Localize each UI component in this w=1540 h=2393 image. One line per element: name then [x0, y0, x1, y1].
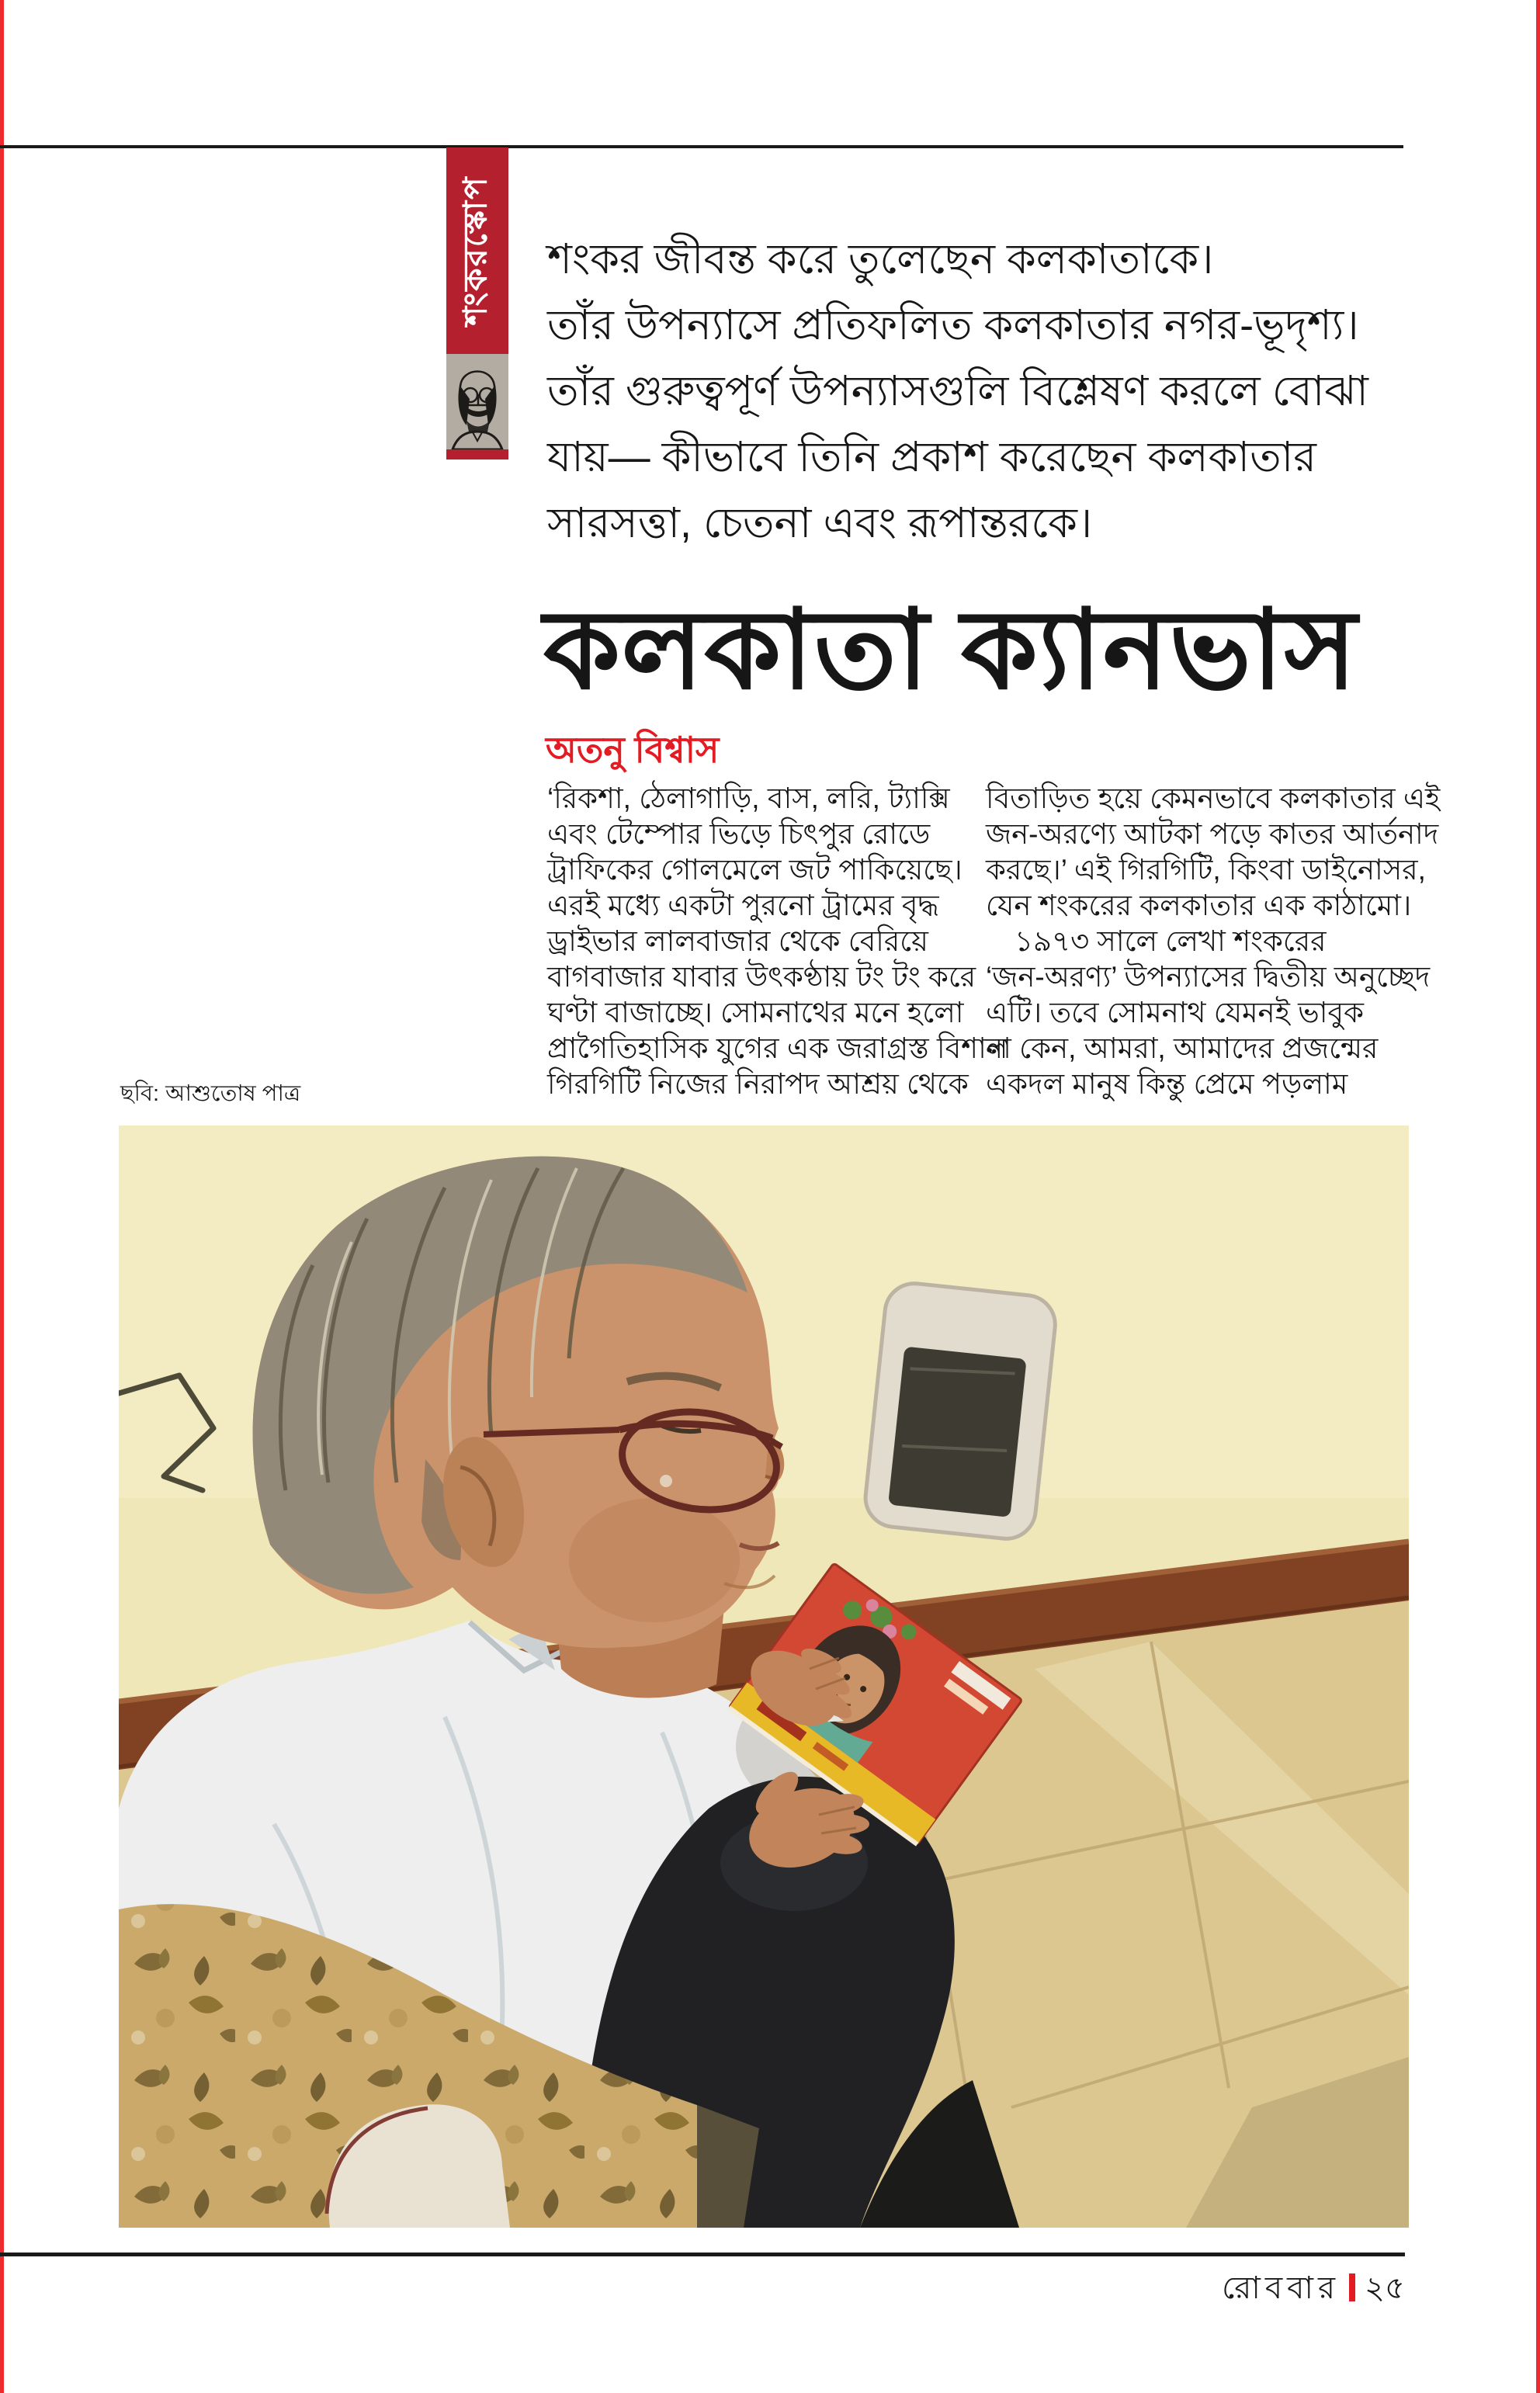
section-banner [446, 147, 508, 354]
body-line: ‘জন-অরণ্য’ উপন্যাসের দ্বিতীয় অনুচ্ছেদ [986, 961, 1431, 993]
page-edge-strip-left [0, 0, 4, 2393]
intro-deck [547, 227, 1448, 557]
body-line: ১৯৭৩ সালে লেখা শংকরের [986, 925, 1327, 957]
body-line: ‘রিকশা, ঠেলাগাড়ি, বাস, লরি, ট্যাক্সি [547, 782, 950, 814]
intro-line: তাঁর উপন্যাসে প্রতিফলিত কলকাতার নগর-ভূদৃশ্য। [547, 302, 1359, 349]
body-line: গিরগিটি নিজের নিরাপদ আশ্রয় থেকে [547, 1068, 969, 1100]
body-line: এবং টেম্পোর ভিড়ে চিৎপুর রোডে [547, 818, 931, 850]
intro-line: সারসত্তা, চেতনা এবং রূপান্তরকে। [547, 500, 1093, 546]
body-line: না কেন, আমরা, আমাদের প্রজন্মের [986, 1032, 1379, 1064]
body-column-2 [986, 781, 1441, 1102]
body-line: বাগবাজার যাবার উৎকণ্ঠায় টং টং করে [547, 961, 976, 993]
page-footer [0, 2263, 1405, 2315]
section-banner-footer-strip [446, 449, 508, 460]
body-column-1 [547, 781, 1008, 1102]
section-banner-label: শংকরস্কোপ [456, 175, 494, 326]
body-line: ড্রাইভার লালবাজার থেকে বেরিয়ে [547, 925, 928, 957]
body-line: করছে।’ এই গিরগিটি, কিংবা ডাইনোসর, [986, 854, 1426, 886]
bottom-rule [0, 2253, 1405, 2256]
body-line: জন-অরণ্যে আটকা পড়ে কাতর আর্তনাদ [986, 818, 1439, 850]
body-line: যেন শংকরের কলকাতার এক কাঠামো। [986, 890, 1412, 921]
body-line: এটি। তবে সোমনাথ যেমনই ভাবুক [986, 997, 1364, 1028]
photo-credit: ছবি: আশুতোষ পাত্র [120, 1081, 301, 1106]
magazine-name: রোববার [1222, 2271, 1341, 2305]
article-headline: কলকাতা ক্যানভাস [543, 588, 1358, 712]
intro-line: যায়— কীভাবে তিনি প্রকাশ করেছেন কলকাতার [547, 434, 1316, 480]
body-line: বিতাড়িত হয়ে কেমনভাবে কলকাতার এই [986, 782, 1441, 814]
intro-line: শংকর জীবন্ত করে তুলেছেন কলকাতাকে। [547, 236, 1214, 283]
top-rule [0, 145, 1403, 148]
article-photo-art [119, 1125, 1409, 2228]
article-body [547, 781, 1441, 1107]
body-line: এরই মধ্যে একটা পুরনো ট্রামের বৃদ্ধ [547, 890, 939, 921]
body-line: ট্রাফিকের গোলমেলে জট পাকিয়েছে। [547, 854, 962, 886]
body-line: একদল মানুষ কিন্তু প্রেমে পড়লাম [986, 1068, 1348, 1100]
article-photo [119, 1125, 1409, 2228]
author-portrait-art [446, 354, 508, 449]
page-number: ২৫ [1365, 2271, 1405, 2305]
body-line: প্রাগৈতিহাসিক যুগের এক জরাগ্রস্ত বিশাল [547, 1032, 1008, 1064]
body-line: ঘণ্টা বাজাচ্ছে। সোমনাথের মনে হলো [547, 997, 964, 1028]
article-byline: অতনু বিশ্বাস [546, 730, 720, 770]
page-edge-strip-right [1536, 0, 1540, 2393]
author-portrait-sketch [446, 354, 508, 449]
footer-separator [1349, 2273, 1355, 2301]
intro-line: তাঁর গুরুত্বপূর্ণ উপন্যাসগুলি বিশ্লেষণ করলে বোঝা [547, 368, 1368, 414]
